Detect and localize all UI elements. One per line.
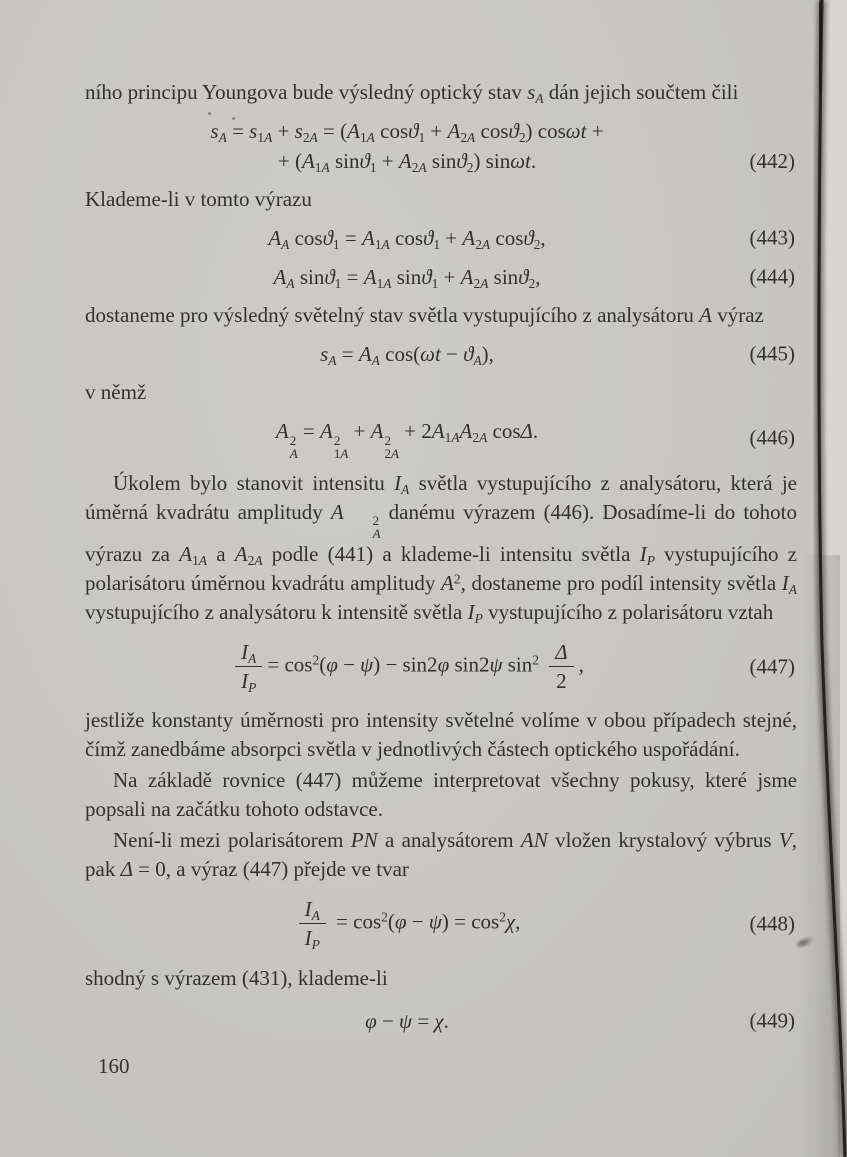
text-run: 2 (475, 237, 482, 253)
equation-number: (443) (749, 225, 795, 250)
text-run: 1 (376, 276, 384, 292)
text-run: A (460, 265, 474, 289)
text-run: I (304, 897, 312, 922)
text-run: A (699, 303, 712, 327)
text-run: , (535, 265, 541, 289)
text-run: Úkolem bylo stanovit intensitu (113, 470, 395, 495)
text-run: Δ (555, 640, 568, 665)
text-run: ϑ (463, 342, 474, 366)
text-run: ) = cos (441, 909, 500, 934)
text-run: ϑ (359, 149, 370, 173)
text-run: , dostaneme pro podíl intensity světla (460, 571, 782, 596)
fraction (549, 640, 573, 693)
equation-number: (445) (749, 341, 795, 366)
text-run: A (198, 553, 207, 569)
text-run: 1 (257, 130, 265, 146)
text-run: A (286, 276, 295, 292)
text-run: A (381, 237, 390, 253)
text-run: shodný s výrazem (431), klademe-li (85, 965, 388, 990)
equation (85, 640, 797, 696)
text-run: A (273, 265, 287, 289)
equation (85, 223, 797, 253)
page-number: 160 (98, 1054, 130, 1078)
text-run: a (207, 542, 235, 567)
text-run: cos (389, 226, 423, 250)
text-run: 1 (433, 237, 441, 253)
text-run: P (311, 937, 320, 953)
equation-number: (442) (749, 149, 795, 173)
text-run (535, 91, 543, 106)
text-run (290, 447, 298, 460)
text-run (235, 640, 262, 667)
text-run (315, 160, 330, 175)
text-run: 2 (384, 445, 391, 461)
text-run: A (363, 265, 377, 289)
text-run (192, 553, 207, 568)
text-run: ϑ (456, 149, 467, 173)
text-run: ϑ (408, 119, 419, 143)
text-run: I (639, 542, 647, 567)
text-run: A (788, 582, 797, 598)
text-run: = (226, 119, 250, 143)
equation-number: (448) (749, 911, 795, 936)
text-run (519, 130, 526, 145)
text-run: + (376, 149, 399, 173)
scan-speck (208, 112, 211, 115)
text-run (384, 447, 398, 460)
text-run: + 2 (398, 419, 432, 443)
text-run (539, 653, 544, 677)
text-run: I (781, 571, 789, 596)
equation-line (101, 262, 713, 292)
text-run: ωt (420, 342, 441, 366)
text-run: ψ (489, 652, 503, 677)
text-run (333, 237, 340, 252)
equation-number: (447) (749, 654, 795, 679)
text-run: světla vystupujícího z analysátoru, která je úměrná kvadrátu amplitudy (85, 470, 797, 524)
text-run: AN (520, 828, 548, 853)
text-run: cos (475, 119, 509, 143)
text-run: A (311, 908, 320, 924)
text-run (312, 908, 320, 923)
equation (85, 339, 797, 369)
text-run (257, 130, 272, 145)
text-run: s (527, 80, 536, 104)
text-run: P (646, 553, 655, 569)
text-run: 1 (374, 237, 382, 253)
text-run: podle (441) a klademe-li intensitu světla (262, 542, 640, 567)
next-page-edge (819, 0, 847, 1157)
text-run: − (440, 342, 464, 366)
text-run: I (467, 600, 475, 625)
equation-number: (444) (749, 264, 795, 289)
text-run: ϑ (508, 119, 519, 143)
text-run: χ (434, 1008, 444, 1033)
text-run: 2 (532, 652, 539, 668)
fraction (299, 897, 326, 953)
text-run: A (289, 445, 298, 461)
text-run: A (481, 237, 491, 253)
text-run (499, 910, 506, 925)
equation-line (101, 1006, 713, 1036)
text-run: A (459, 419, 473, 443)
paragraph (85, 706, 797, 764)
text-run: 2 (384, 432, 391, 448)
text-run (345, 514, 381, 540)
text-run: s (210, 119, 219, 143)
text-run (550, 667, 573, 693)
text-run: A (366, 130, 375, 146)
text-run: v němž (85, 380, 147, 404)
text-run: + (425, 119, 448, 143)
text-run: A (340, 445, 349, 461)
text-run: I (241, 640, 249, 665)
text-run (454, 571, 461, 586)
text-run: + (586, 119, 604, 143)
text-run: 2 (333, 432, 341, 448)
text-run: cos (374, 119, 409, 143)
text-run: A (447, 119, 461, 143)
text-run (219, 130, 227, 145)
equation-line (101, 416, 713, 460)
text-run: A (301, 149, 315, 173)
text-run: 2 (460, 130, 468, 146)
text-run: = ( (317, 119, 348, 143)
text-run (460, 130, 475, 145)
text-run: A (361, 226, 375, 250)
text-run: φ (326, 652, 338, 677)
text-run: A (347, 119, 360, 143)
equation (85, 1006, 797, 1036)
text-run: dán jejich součtem čili (543, 80, 739, 104)
page-content (85, 76, 797, 1049)
text-run: vystupujícího z polarisátoru úměrnou kvadrátu amplitudy (85, 542, 798, 596)
text-run: A (390, 445, 399, 461)
text-run (412, 160, 427, 175)
text-run: Klademe-li v tomto výrazu (85, 187, 312, 211)
text-run (235, 667, 262, 696)
text-run (248, 553, 263, 568)
text-run: − (376, 1008, 400, 1033)
text-run: 2 (289, 432, 297, 448)
text-run: 2 (453, 571, 461, 587)
text-run: A (370, 419, 384, 443)
text-run (312, 938, 320, 953)
text-run (377, 276, 392, 291)
text-run: = (412, 1008, 435, 1033)
text-run: 2 (312, 652, 320, 668)
text-run: χ (505, 909, 516, 934)
text-run: ) sin (473, 149, 511, 173)
text-run: cos (289, 226, 323, 250)
text-run (248, 680, 256, 695)
text-run: 1 (431, 276, 439, 292)
text-run: A (383, 276, 392, 292)
text-run: = cos (267, 652, 313, 677)
text-run: I (304, 926, 312, 951)
text-run: 2 (528, 276, 536, 292)
equation-line (101, 640, 713, 696)
paragraph (85, 378, 797, 407)
ink-smudge (795, 934, 815, 950)
text-run: vložen krystalový výbrus (547, 828, 779, 853)
text-run: ϑ (324, 265, 335, 289)
text-run: . (530, 149, 537, 173)
equation (85, 416, 797, 460)
text-run: 1 (359, 130, 367, 146)
text-run: . (443, 1008, 449, 1033)
text-run: ( (319, 652, 327, 677)
text-run: A (358, 342, 372, 366)
text-run (549, 640, 573, 667)
equation-number: (449) (749, 1008, 795, 1033)
text-run: φ (365, 1008, 377, 1033)
text-run: 1 (332, 237, 340, 253)
equation (85, 897, 797, 953)
text-run: ) cos (525, 119, 566, 143)
text-run: 2 (499, 910, 506, 926)
text-run (360, 130, 375, 145)
text-run: 2 (372, 513, 380, 529)
text-run: Δ (520, 419, 533, 443)
equation-line (101, 223, 713, 253)
text-run: s (320, 342, 329, 366)
text-run (381, 910, 388, 925)
text-run (789, 582, 797, 597)
text-run: P (248, 680, 257, 696)
text-run: 2 (302, 130, 310, 146)
text-run: cos (490, 226, 524, 250)
text-run: Δ (120, 857, 133, 882)
text-run: − (406, 909, 429, 934)
text-run: , (578, 652, 584, 677)
text-run (286, 276, 294, 291)
text-run: 2 (473, 276, 481, 292)
text-run: A (179, 542, 193, 567)
text-run: A (441, 571, 454, 596)
text-run: ϑ (423, 226, 434, 250)
text-run (473, 353, 481, 368)
text-run: A (535, 91, 544, 107)
text-run (647, 553, 655, 568)
text-run: . (532, 419, 539, 443)
text-run (290, 434, 298, 460)
text-run: s (294, 119, 303, 143)
text-run: sin (426, 149, 457, 173)
text-run: A (264, 130, 273, 146)
text-run: 1 (369, 160, 377, 176)
scan-speck (232, 117, 235, 120)
paragraph (85, 301, 797, 330)
text-run: V (778, 828, 792, 853)
text-run: A (451, 430, 460, 446)
text-run: 2 (556, 669, 567, 694)
text-run: φ (437, 652, 450, 677)
text-run: ψ (428, 909, 442, 934)
text-run: 1 (192, 553, 199, 569)
fraction (235, 640, 262, 696)
text-run: A (431, 419, 445, 443)
text-run (303, 130, 318, 145)
text-run (334, 447, 348, 460)
text-run: A (480, 276, 489, 292)
text-run (475, 611, 483, 626)
paragraph (85, 185, 797, 214)
text-run: I (241, 669, 249, 694)
text-run: sin (502, 652, 533, 677)
text-run: cos( (379, 342, 421, 366)
text-run: A (372, 526, 381, 542)
text-run (473, 276, 488, 291)
text-run: ψ (360, 652, 374, 677)
text-run: A (248, 651, 257, 667)
text-run (299, 924, 326, 953)
text-run: 1 (334, 276, 342, 292)
text-run: A (328, 353, 337, 369)
text-run: sin (329, 149, 360, 173)
paragraph (85, 469, 797, 628)
text-run: A (401, 481, 410, 497)
text-run: A (371, 353, 380, 369)
text-run: PN (350, 828, 378, 853)
text-run: ϑ (421, 265, 432, 289)
text-run: = cos (330, 909, 382, 934)
text-run: Na základě rovnice (447) můžeme interpretovat všechny pokusy, které jsme popsali na začátku tohoto odstavce. (85, 768, 797, 822)
text-run: danému výrazem (446). Dosadíme-li do tohoto výrazu za (85, 499, 797, 567)
text-run: A (467, 130, 476, 146)
text-run: ϑ (322, 226, 333, 250)
text-run: výraz (711, 303, 764, 327)
text-run: + (440, 226, 463, 250)
text-run: , pak (85, 828, 797, 882)
text-run: ϑ (523, 226, 534, 250)
text-run: + (272, 119, 295, 143)
text-run: 1 (444, 430, 452, 446)
text-run: 1 (314, 160, 322, 176)
text-run: A (218, 130, 227, 146)
text-run: A (398, 149, 412, 173)
equation-number: (446) (749, 425, 795, 450)
text-run: sin (391, 265, 422, 289)
text-run: A (473, 353, 482, 369)
text-run (475, 237, 490, 252)
text-run: ) − sin2 (373, 652, 438, 677)
text-run: 1 (333, 445, 341, 461)
equation-line (101, 339, 713, 369)
text-run: A (479, 430, 488, 446)
equation (85, 262, 797, 292)
text-run: 2 (472, 430, 480, 446)
text-run: sin (488, 265, 519, 289)
text-run: 1 (418, 130, 426, 146)
text-run: = (341, 265, 364, 289)
text-run: = 0, a výraz (447) přejde ve tvar (132, 857, 409, 882)
text-run: I (394, 470, 402, 495)
text-run (445, 430, 460, 445)
paragraph (85, 766, 797, 824)
text-run: vystupujícího z polarisátoru vztah (482, 600, 774, 625)
text-run: A (268, 226, 282, 250)
text-run (372, 353, 380, 368)
text-run: ψ (399, 1008, 413, 1033)
text-run: 2 (411, 160, 419, 176)
text-run: A (418, 160, 427, 176)
text-run: dostaneme pro výsledný světelný stav světla vystupujícího z analysátoru (85, 303, 700, 327)
text-run: A (330, 499, 344, 524)
text-run: ního principu Youngova bude výsledný optický stav (85, 80, 528, 104)
text-run: + ( (277, 149, 302, 173)
text-run: = (339, 226, 362, 250)
text-run: A (462, 226, 476, 250)
text-run: + (348, 419, 371, 443)
text-run: A (254, 553, 263, 569)
text-run: = (297, 419, 320, 443)
equation (85, 116, 797, 176)
text-run (248, 651, 256, 666)
text-run (384, 434, 398, 460)
text-run (299, 897, 326, 924)
page-curl-shadow (802, 555, 840, 1157)
text-run: A (309, 130, 318, 146)
text-run: + (438, 265, 461, 289)
text-run: P (474, 611, 483, 627)
text-run: ( (387, 909, 395, 934)
text-run: A (281, 237, 290, 253)
text-run: ωt (565, 119, 587, 143)
text-run: = (336, 342, 359, 366)
text-run: jestliže konstanty úměrnosti pro intensity světelné volíme v obou případech stejné, čímž zanedbáme absorpci světla v jednotlivých částech optického uspořádání. (85, 708, 797, 762)
text-run: A (275, 419, 289, 443)
paragraph (85, 78, 797, 107)
text-run: A (234, 542, 248, 567)
text-run: sin2 (449, 652, 490, 677)
text-run: A (321, 160, 330, 176)
equation-line (101, 146, 713, 176)
text-run: 2 (381, 910, 388, 926)
text-run: a analysátorem (377, 828, 521, 853)
text-run (345, 527, 381, 540)
text-run: ϑ (518, 265, 529, 289)
text-run: φ (394, 909, 407, 934)
text-run (472, 430, 487, 445)
text-run: s (249, 119, 258, 143)
text-run (334, 434, 348, 460)
text-run: A (319, 419, 333, 443)
paragraph (85, 826, 797, 884)
text-run: Není-li mezi polarisátorem (113, 828, 351, 853)
text-run: sin (294, 265, 325, 289)
equation-line (101, 897, 713, 953)
text-run (370, 160, 377, 175)
text-run: 2 (466, 160, 474, 176)
text-run: ), (481, 342, 494, 366)
text-run (375, 237, 390, 252)
text-run: − (337, 652, 361, 677)
text-run: ωt (510, 149, 531, 173)
text-run: , (515, 909, 521, 934)
text-run (532, 653, 539, 668)
text-run: cos (487, 419, 521, 443)
text-run: , (540, 226, 546, 250)
text-run: 2 (518, 130, 526, 146)
equation-line (101, 116, 713, 146)
text-run: vystupujícího z analysátoru k intensitě světla (85, 600, 468, 625)
text-run: 2 (247, 553, 255, 569)
paragraph (85, 964, 797, 993)
text-run: 2 (533, 237, 541, 253)
